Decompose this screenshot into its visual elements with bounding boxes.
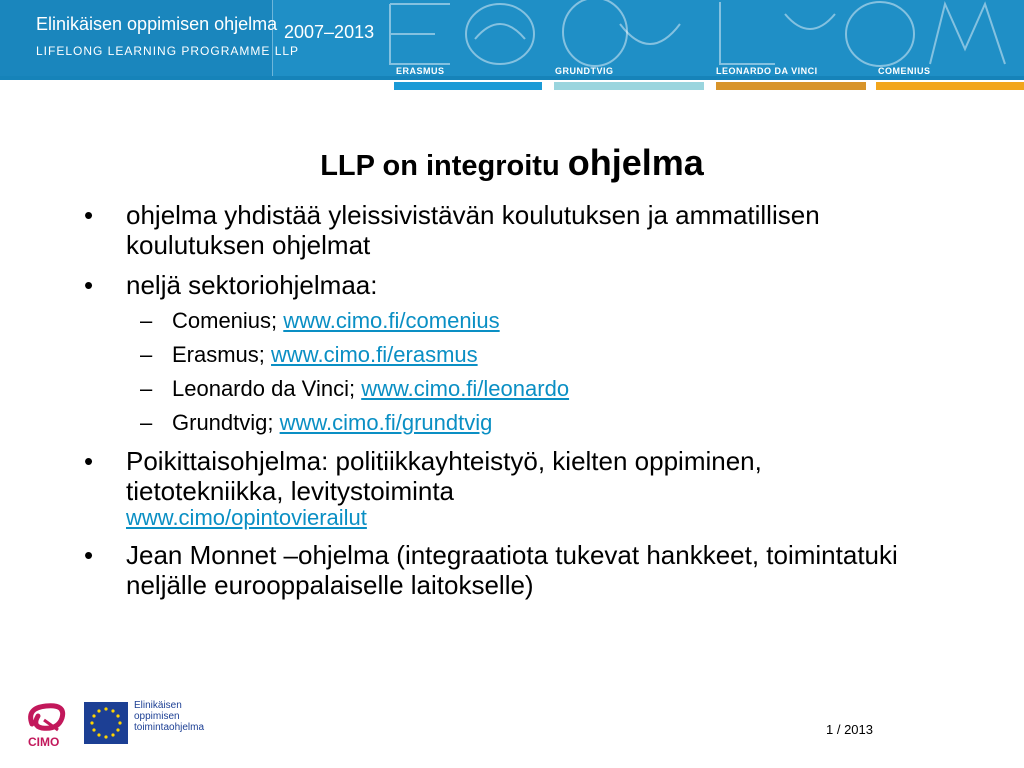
cimo-logo	[24, 700, 70, 748]
banner-bottom-stripe	[0, 76, 1024, 80]
program-bar-comenius	[876, 82, 1024, 90]
dash-icon: –	[140, 376, 153, 401]
eu-text-line: Elinikäisen	[134, 700, 182, 711]
program-name-fi: Elinikäisen oppimisen ohjelma	[36, 14, 278, 34]
eu-text-line: toimintaohjelma	[134, 722, 205, 733]
program-label-leonardo: LEONARDO DA VINCI	[716, 66, 818, 76]
sub-bullet-list	[84, 308, 924, 436]
eu-flag-icon	[84, 702, 128, 744]
sub-bullet-comenius	[84, 308, 924, 334]
program-bar-leonardo	[716, 82, 866, 90]
bullet-dot-icon: •	[84, 540, 94, 570]
sub-bullet-erasmus	[84, 342, 924, 368]
sub-bullet-grundtvig	[84, 410, 924, 436]
link-erasmus[interactable]: www.cimo.fi/erasmus	[271, 342, 478, 367]
program-bar-erasmus	[394, 82, 542, 90]
bullet-item	[84, 540, 924, 600]
link-grundtvig[interactable]: www.cimo.fi/grundtvig	[279, 410, 493, 435]
bullet-text: ohjelma yhdistää yleissivistävän koulutuksen ja ammatillisen koulutuksen ohjelmat	[126, 200, 820, 260]
banner-divider	[272, 0, 273, 80]
link-comenius[interactable]: www.cimo.fi/comenius	[283, 308, 500, 333]
bullet-dot-icon: •	[84, 270, 94, 300]
bullet-text: neljä sektoriohjelmaa:	[126, 270, 378, 300]
slide-title	[0, 142, 1024, 184]
link-opintovierailut[interactable]: www.cimo/opintovierailut	[126, 505, 367, 530]
dash-icon: –	[140, 410, 153, 435]
slide-title-part1: LLP on integroitu	[320, 150, 568, 182]
sub-bullet-label: Leonardo da Vinci;	[172, 376, 362, 401]
header-banner	[0, 0, 1024, 80]
bullet-item	[84, 446, 924, 530]
bullet-item	[84, 200, 924, 260]
eu-programme-text	[134, 700, 234, 733]
program-name-en: LIFELONG LEARNING PROGRAMME LLP	[36, 44, 300, 58]
program-label-grundtvig: GRUNDTVIG	[555, 66, 614, 76]
cimo-logo-text: CIMO	[28, 735, 60, 748]
bullet-text: Poikittaisohjelma: politiikkayhteistyö, kielten oppiminen, tietotekniikka, levitystoiminta	[126, 446, 762, 506]
program-years: 2007–2013	[284, 22, 375, 42]
slide-title-part2: ohjelma	[567, 142, 704, 183]
dash-icon: –	[140, 308, 153, 333]
slide-content	[84, 200, 924, 610]
sub-bullet-label: Grundtvig;	[172, 410, 280, 435]
dash-icon: –	[140, 342, 153, 367]
sub-bullet-leonardo	[84, 376, 924, 402]
bullet-dot-icon: •	[84, 200, 94, 230]
sub-bullet-label: Comenius;	[172, 308, 284, 333]
page-number: 1 / 2013	[826, 722, 873, 737]
program-bar-grundtvig	[554, 82, 704, 90]
bullet-dot-icon: •	[84, 446, 94, 476]
program-label-comenius: COMENIUS	[878, 66, 931, 76]
program-label-erasmus: ERASMUS	[396, 66, 445, 76]
bullet-item	[84, 270, 924, 300]
banner-title-panel	[0, 0, 272, 80]
link-leonardo[interactable]: www.cimo.fi/leonardo	[361, 376, 570, 401]
sub-bullet-label: Erasmus;	[172, 342, 272, 367]
decorative-letters-graphic	[380, 0, 1024, 74]
eu-text-line: oppimisen	[134, 711, 180, 722]
bullet-text: Jean Monnet –ohjelma (integraatiota tukevat hankkeet, toimintatuki neljälle eurooppalaiselle laitokselle)	[126, 540, 898, 600]
